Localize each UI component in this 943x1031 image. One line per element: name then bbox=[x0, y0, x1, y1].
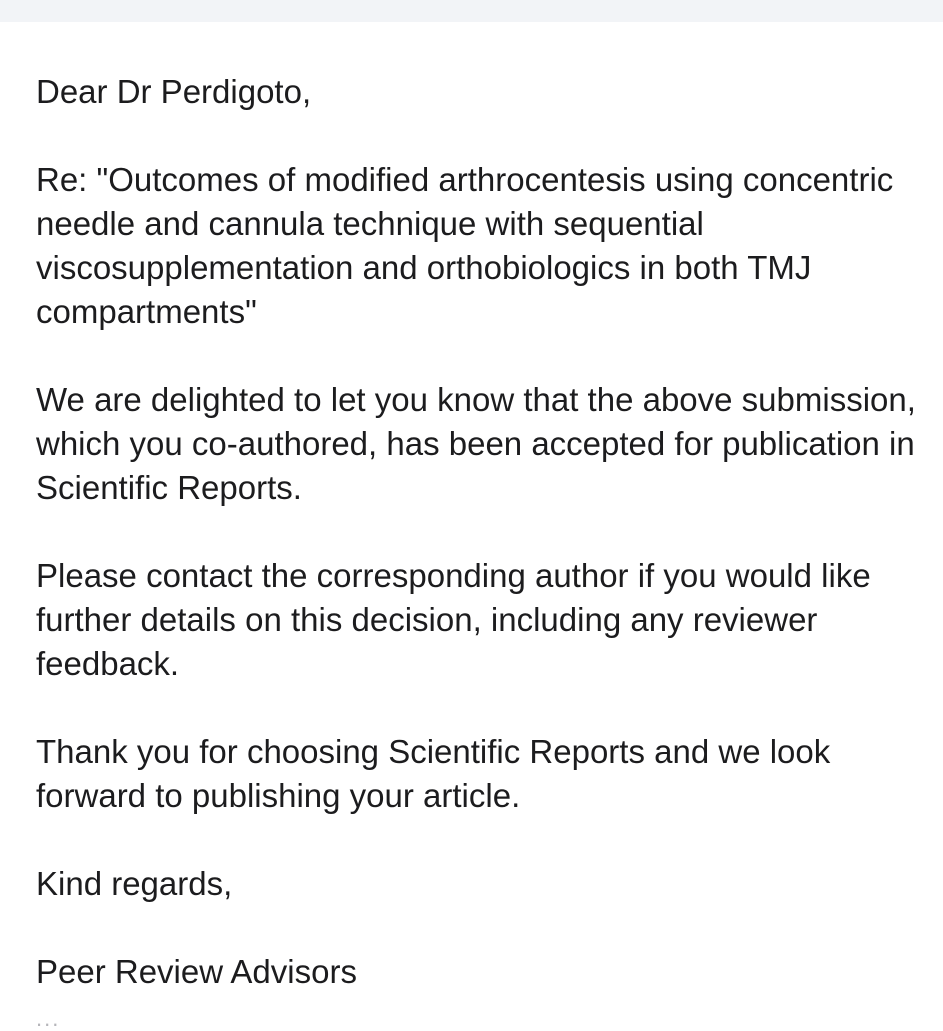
email-greeting: Dear Dr Perdigoto, bbox=[36, 73, 312, 110]
email-closing: Kind regards, bbox=[36, 865, 233, 902]
email-signature: Peer Review Advisors bbox=[36, 953, 357, 990]
top-bar bbox=[0, 0, 943, 22]
email-body bbox=[36, 70, 931, 994]
email-subject-reference: Re: "Outcomes of modified arthrocentesis using concentric needle and cannula technique with sequential viscosupplementation and orthobiologics in both TMJ compartments" bbox=[36, 161, 894, 330]
trimmed-content-button[interactable]: ... bbox=[36, 1006, 61, 1031]
email-acceptance-paragraph: We are delighted to let you know that the above submission, which you co-authored, has been accepted for publication in Scientific Reports. bbox=[36, 381, 916, 506]
email-contact-paragraph: Please contact the corresponding author if you would like further details on this decision, including any reviewer feedback. bbox=[36, 557, 871, 682]
email-thanks-paragraph: Thank you for choosing Scientific Reports and we look forward to publishing your article. bbox=[36, 733, 831, 814]
